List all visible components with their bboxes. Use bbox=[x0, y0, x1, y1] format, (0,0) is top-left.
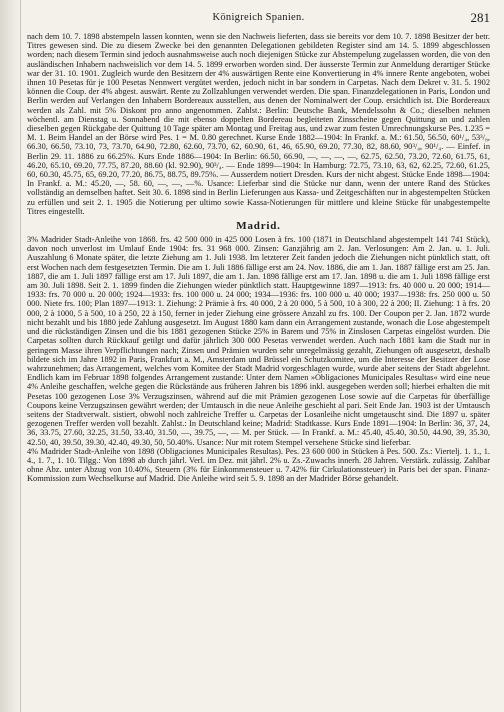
page-number: 281 bbox=[470, 10, 490, 25]
document-page bbox=[27, 10, 490, 484]
section-title-madrid: Madrid. bbox=[236, 220, 281, 233]
body-paragraph-spain-4pct-rente: nach dem 10. 7. 1898 abstempeln lassen konnten, wenn sie den Nachweis lieferten, dass sie bereits vor dem 10. 7. 1898 Besitzer der betr. Titres gewesen sind. Die zu diesem Zwecke bei den genannten Delegationen gebildeten Register sind am 14. 5. 1899 abgeschlossen worden; nach diesem Termin sind jedoch ausnahmsweise auch noch diejenigen Stücke zur Abstempelung zugelassen worden, die von den ausländischen Inhabern nachweislich vor dem 14. 5. 1899 erworben worden sind. Der äusserste Termin zur Anmeldung derartiger Stücke war der 31. 10. 1901. Zugleich wurde den Besitzern der 4% auswärtigen Rente eine Konvertierung in 4% innere Rente angeboten, wobei ihnen 10 Pesetas für je 100 Pesetas Nennwert vergütet werden, jedoch nicht in bar sondern in Carpetas. Nach dem Dekret v. 31. 5. 1902 können die Coup. der 4% abgest. auswärt. Rente zu Zollzahlungen verwendet werden. Die span. Finanzdelegationen in Paris, London und Berlin werden auf Verlangen den Inhabern Bordereaux ausstellen, aus denen der Nominalwert der Coup. ersichtlich ist. Die Bordereaux werden als Zahl. mit 5% Diskont pro anno angenommen. Zahlst.: Berlin: Deutsche Bank, Mendelssohn & Co.; dieselben nehmen wöchentl. am Dienstag u. Sonnabend die mit ebenso doppelten Bordereau begleiteten Zinsscheine gegen Quittung an und zahlen dieselben gegen Rückgabe der Quittung 10 Tage später am Montag und Freitag aus, und zwar zum festen Umrechnungskurse Pes. 1.235 = M. 1. Beim Handel an der Börse wird Pes. 1 = M. 0.80 gerechnet. Kurse Ende 1882—1904: In Frankf. a. M.: 61.50, 56.50, 60¹/₄, 53³/₈, 66.30, 66.50, 73.10, 73, 73.70, 64.90, 72.80, 62.60, 73.70, 62, 60.90, 61, 46, 65.90, 69.20, 77.30, 82, 88.60, 90³/₄, 90¹/₄. — Einfef. in Berlin 29. 11. 1886 zu 66.25%. Kurs Ende 1886—1904: In Berlin: 66.50, 66.90, —, —, —, —, 62.75, 62.50, 73.20, 72.60, 61.75, 61, 46.20, 65.10, 69.20, 77.75, 87.20, 88.60 (kl. 92.90), 90³/₄. — Ende 1899—1904: In Hamburg: 72.75, 73.10, 63, 62, 62.25, 72.60, 61.25, 60, 60.30, 45.75, 65, 69.20, 77.20, 86.75, 88.75, 89.75%. — Ausserdem notiert Dresden. Kurs der nicht abgest. Stücke Ende 1898—1904: In Frankf. a. M.: 45.20, —, 58. 60, —, —, —%. Usance: Lieferbar sind die Stücke nur dann, wenn der untere Rand des Stückes vollständig an demselben haftet. Seit 30. 6. 1898 sind in Berlin Lieferungen aus Kassa- und Zeitgeschäften nur in abgestempelten Stücken zu erfüllen und seit 2. 1. 1905 die Notierung per ultimo sowie Kassa-Notierungen für mittlere und kleine Stücke für unabgestempelte Titres eingestellt. bbox=[27, 32, 490, 216]
running-head: Königreich Spanien. bbox=[212, 12, 305, 23]
adjacent-page-margin bbox=[0, 0, 21, 712]
page-header bbox=[27, 10, 490, 26]
body-paragraph-madrid-1868-loan: 3% Madrider Stadt-Anleihe von 1868. frs. 42 500 000 in 425 000 Losen à frs. 100 (1871 in Deutschland abgestempelt 141 741 Stück), davon noch unverlost im Umlauf Ende 1904: frs. 31 968 000. Zinsen: Ganzjährig am 2. Jan. Verlosungen: Am 2. Jan. u. 1. Juli. Auszahlung 6 Monate später, die letzte Ziehung am 1. Juli 1938. Im letzterer Zeit fanden jedoch die Ziehungen nicht pünktlich statt, oft erst Wochen nach dem festgesetzten Termin. Die am 1. Juli 1886 fällige erst am 24. Nov. 1886, die am 1. Jan. 1887 fällige erst am 25. Jan. 1887, die am 1. Juli 1897 fällige erst am 17. Juli 1897, die am 1. Jan. 1898 fällige erst am 17. Jan. 1898 u. die am 1. Juli 1898 fällige erst am 30. Juli 1898. Seit 2. 1. 1899 finden die Ziehungen wieder pünktlich statt. Hauptgewinne 1897—1913: frs. 40 000 u. 20 000; 1914—1933: frs. 70 000 u. 20 000; 1924—1933: frs. 100 000 u. 24 000; 1934—1936: frs. 100 000 u. 40 000; 1937—1938: frs. 250 000 u. 50 000. Niete frs. 100; Plan 1897—1913: 1. Ziehung: 2 Prämie à frs. 40 000, 2 à 20 000, 5 à 500, 10 à 300, 22 à 200; II. Ziehung: 1 à frs. 20 000, 2 à 1000, 5 à 500, 10 à 250, 22 à 150, ferner in jeder Ziehung eine grössere Anzahl zu frs. 100. Der Coupon per 2. Jan. 1872 wurde nicht bezahlt und bis 1880 jede Zahlung ausgesetzt. Im August 1880 kam dann ein Arrangement zustande, wonach die Lose abgestempelt und die rückständigen Zinsen und die bis 1881 gezogenen Stücke 25% in Barem und 75% in Zinslosen Carpetas eingelöst wurden. Die Carpetas sollten durch Rückkauf getilgt und dafür jährlich 300 000 Pesetas verwendet werden. Auch nach 1881 kam die Stadt nur in geringem Masse ihren Verpflichtungen nach; Zinsen und Prämien wurden sehr unregelmässig gezahlt, Ziehungen oft ausgesetzt, deshalb bildete sich im Jahre 1892 in Paris, Frankfurt a. M., Amsterdam und Brüssel ein Schutzkomitee, um die Interesse der Besitzer der Lose wahrzunehmen; das Arrangement, welches vom Komitee der Stadt Madrid vorgeschlagen wurde, wurde aber seitens der Stadt abgelehnt. Endlich kam im Februar 1898 folgendes Arrangement zustande: Unter dem Namen »Obligaciones Municipales Resultas« wird eine neue 4% Anleihe geschaffen, welche gegen die Rückstände aus früheren Jahren bis 1896 inkl. ausgegeben werden soll; hierbei erhalten die mit Pesetas 100 gezogenen Lose 3% Verzugszinsen, während auf die mit Prämien gezogenen Lose sowie auf die Carpetas für überfällige Coupons keine Verzugszinsen gewährt werden; der Umtausch in die neue Anleihe geschieht al pari. Seit Ende Jan. 1903 ist der Umtausch seitens der Stadtverwalt. sistiert, obwohl noch zahlreiche Treffer u. Carpetas der Losanleihe nicht umgetauscht sind. Die 1897 u. später gezogenen Treffer werden voll bezahlt. Zahlst.: In Deutschland keine; Madrid: Stadtkasse. Kurs Ende 1891—1904: In Berlin: 36, 37, 24, 36, 33.75, 27.60, 32.25, 31.50, 33.40, 31.50, —, 39.75, —, — M. per Stück. — In Frankf. a. M.: 45.40, 45.40, 30.50, 44.90, 39, 35.30, 42.50, 40, 39.50, 39.30, 42.40, 49.30, 50, 50.40%. Usance: Nur mit rotem Stempel versehene Stücke sind lieferbar. bbox=[27, 235, 490, 447]
body-paragraph-madrid-1898-loan: 4% Madrider Stadt-Anleihe von 1898 (Obligaciones Municipales Resultas). Pes. 23 600 000 in Stücken à Pes. 500. Zs.: Viertelj. 1. 1., 1. 4., 1. 7., 1. 10. Tilgg.: Von 1898 ab durch jährl. Verl. im Dez. mit jährl. 2% u. Zs.-Zuwachs innerh. 28 Jahren. Verstärk. zulässig. Zahlbar ohne Abz. unter Abzug von 10.40%, Steuern (3% für Einkommensteuer u. 7.42% für Cirkulationssteuer) in Paris bei der span. Finanz-Kommission zum Wechselkurse auf Madrid. Die Anleihe wird seit 5. 9. 1898 an der Madrider Börse gehandelt. bbox=[27, 446, 490, 484]
